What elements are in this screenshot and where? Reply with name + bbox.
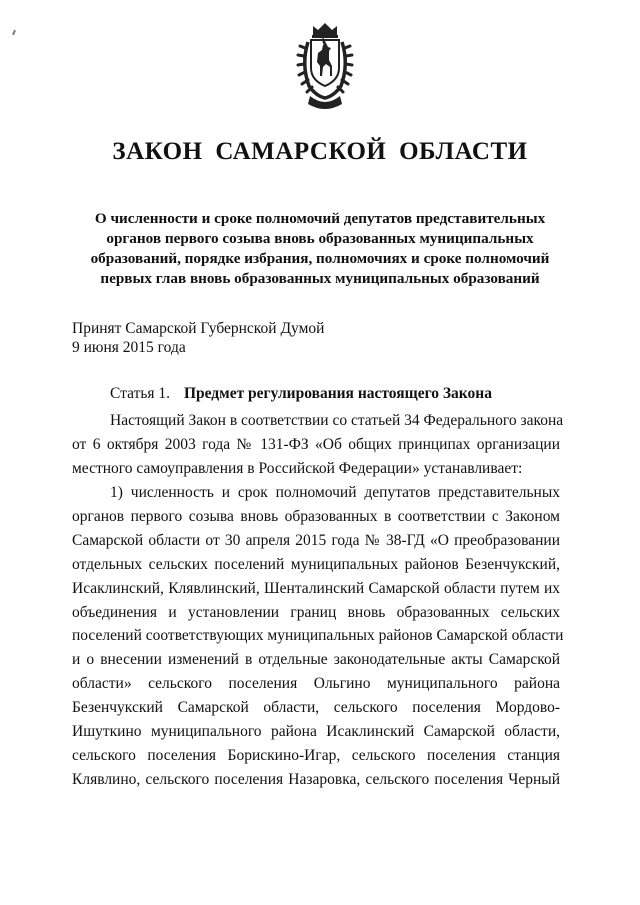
subtitle-line: образований, порядке избрания, полномочиях и сроке полномочий [90, 250, 550, 267]
body-line: Настоящий Закон в соответствии со статьей 34 Федерального закона [110, 412, 564, 429]
body-line: объединения и установлении границ вновь образованных сельских [72, 603, 560, 621]
body-line: 1) численность и срок полномочий депутатов представительных [110, 483, 560, 501]
law-subtitle [60, 209, 580, 289]
law-title: ЗАКОН САМАРСКОЙ ОБЛАСТИ [112, 138, 528, 165]
samara-coat-of-arms-icon [296, 20, 354, 112]
scan-mark [12, 30, 16, 35]
body-line: Ишуткино муниципального района Исаклинский Самарской области, [72, 723, 560, 741]
body-line: местного самоуправления в Российской Федерации» устанавливает: [72, 459, 523, 477]
body-line: органов первого созыва вновь образованных в соответствии с Законом [72, 507, 560, 525]
body-line: поселений соответствующих муниципальных районов Самарской области [72, 627, 564, 645]
body-line: Безенчукский Самарской области, сельского поселения Мордово- [72, 699, 560, 717]
body-line: Клявлино, сельского поселения Назаровка, сельского поселения Черный [72, 771, 560, 789]
article-heading [110, 385, 492, 403]
subtitle-line: первых глав вновь образованных муниципальных образований [100, 270, 540, 287]
article-title: Предмет регулирования настоящего Закона [183, 385, 492, 402]
body-line: области» сельского поселения Ольгино муниципального района [72, 675, 560, 693]
body-line: Исаклинский, Клявлинский, Шенталинский Самарской области путем их [72, 579, 560, 597]
article-number: Статья 1. [110, 385, 171, 402]
adopted-by: Принят Самарской Губернской Думой [72, 320, 325, 337]
body-line: и о внесении изменений в отдельные законодательные акты Самарской [72, 651, 560, 669]
body-line: сельского поселения Борискино-Игар, сельского поселения станция [72, 747, 560, 765]
body-line: от 6 октября 2003 года № 131-ФЗ «Об общих принципах организации [72, 435, 560, 453]
body-line: отдельных сельских поселений муниципальных районов Безенчукский, [72, 555, 560, 573]
adoption-date: 9 июня 2015 года [72, 339, 186, 356]
body-line: Самарской области от 30 апреля 2015 года № 38-ГД «О преобразовании [72, 531, 560, 549]
subtitle-line: органов первого созыва вновь образованных муниципальных [106, 230, 534, 247]
article-body [72, 409, 564, 792]
subtitle-line: О численности и сроке полномочий депутатов представительных [94, 210, 546, 227]
adoption-note [72, 319, 324, 357]
